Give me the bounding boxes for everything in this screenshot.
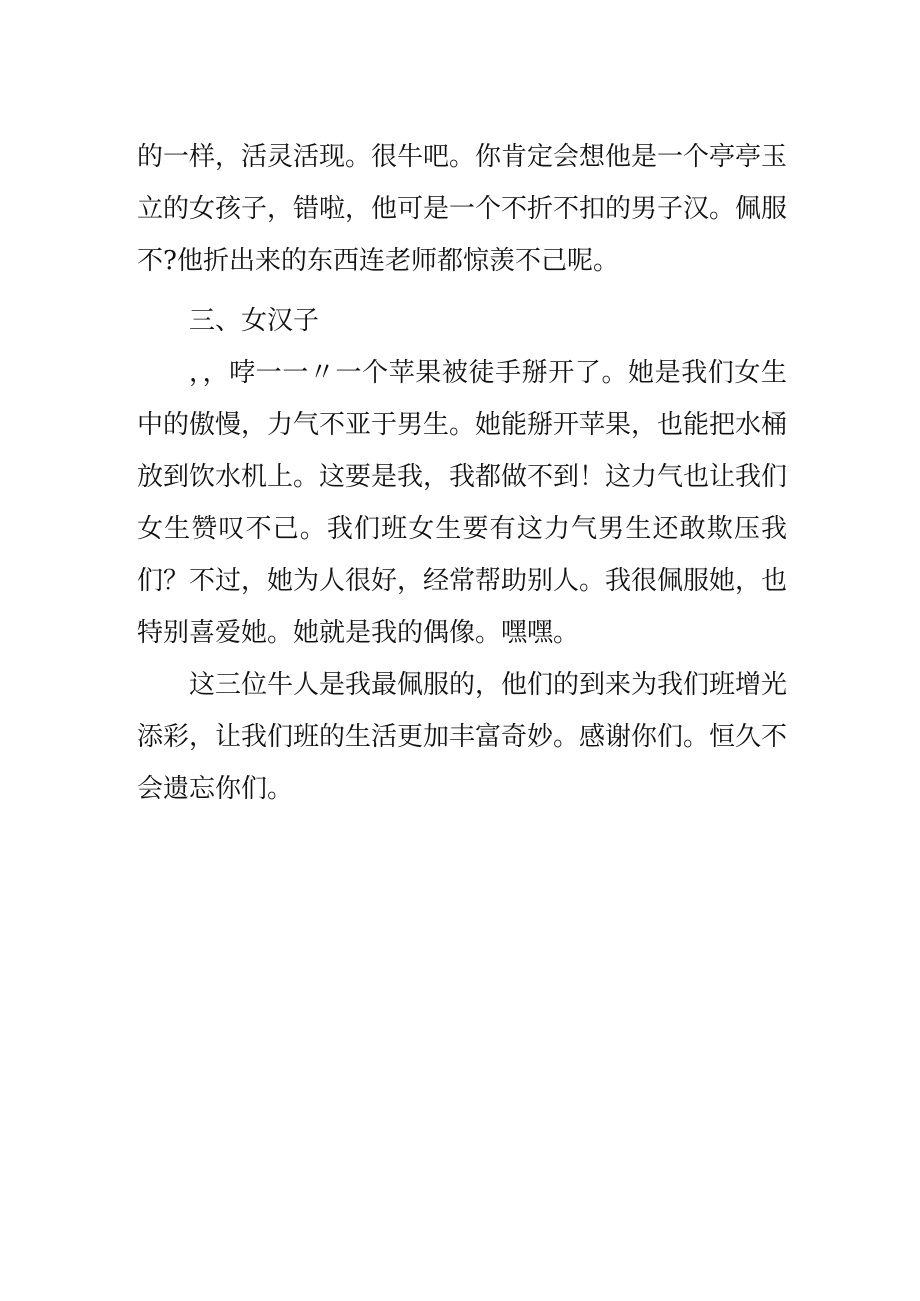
document-body	[137, 131, 787, 815]
paragraph-conclusion: 这三位牛人是我最佩服的，他们的到来为我们班增光添彩，让我们班的生活更加丰富奇妙。感谢你们。恒久不会遗忘你们。	[137, 670, 788, 804]
paragraph-female-hero: ，，哱一一〃一个苹果被徒手掰开了。她是我们女生中的傲慢，力气不亚于男生。她能掰开苹果，也能把水桶放到饮水机上。这要是我，我都做不到！这力气也让我们女生赞叹不己。我们班女生要有这力气男生还敢欺压我们？不过，她为人很好，经常帮助别人。我很佩服她，也特别喜爱她。她就是我的偶像。嘿嘿。	[137, 358, 788, 648]
paragraph-continuation: 的一样，活灵活现。很牛吧。你肯定会想他是一个亭亭玉立的女孩子，错啦，他可是一个不折不扣的男子汉。佩服不?他折出来的东西连老师都惊羡不己呢。	[137, 142, 788, 276]
section-heading: 三、女汉子	[189, 306, 320, 336]
